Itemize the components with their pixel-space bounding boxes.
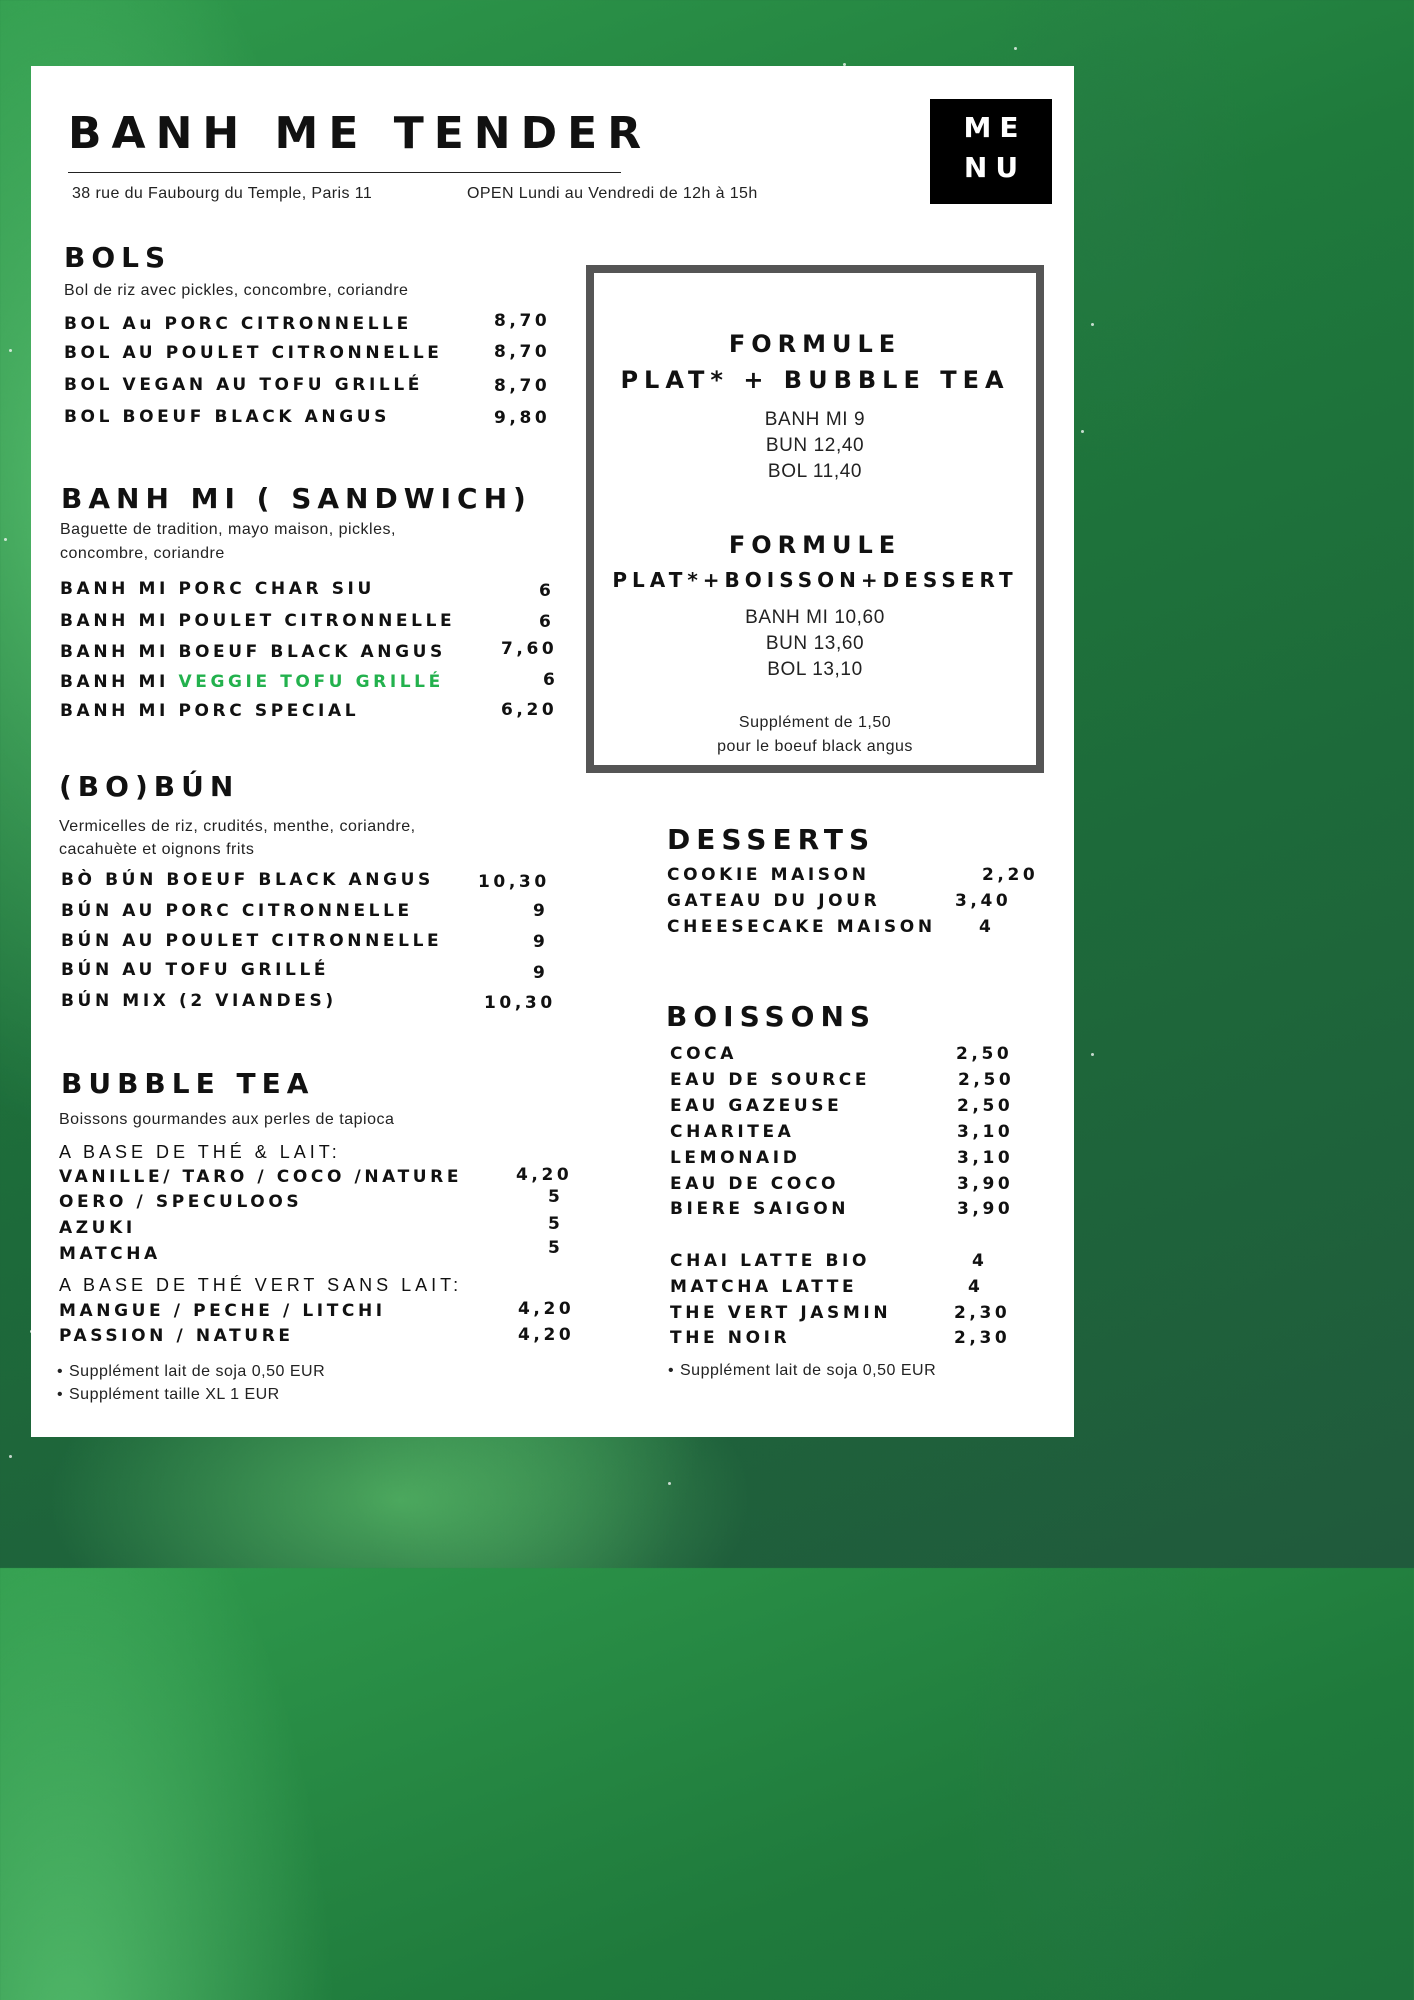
- menu-item-price: 6: [539, 581, 555, 601]
- menu-item-price: 5: [548, 1187, 564, 1207]
- menu-item-name: BANH MI POULET CITRONNELLE: [60, 611, 456, 631]
- menu-badge: [930, 99, 1052, 204]
- menu-item-name: BOL AU POULET CITRONNELLE: [64, 343, 443, 363]
- menu-item-price: 9: [533, 932, 549, 952]
- section-description-bobun: Vermicelles de riz, crudités, menthe, coriandre,: [59, 818, 416, 835]
- section-description-bobun: cacahuète et oignons frits: [59, 841, 255, 858]
- menu-item-price: 5: [548, 1238, 564, 1258]
- formule-note: pour le boeuf black angus: [717, 738, 913, 755]
- formule-line: BUN 12,40: [765, 435, 865, 456]
- section-title-bobun: (BO)BÚN: [59, 770, 240, 803]
- sparkle: [4, 538, 7, 541]
- menu-item-price: 10,30: [484, 993, 556, 1013]
- menu-item-name: PASSION / NATURE: [59, 1326, 294, 1346]
- menu-item-name: BOL VEGAN AU TOFU GRILLÉ: [64, 375, 423, 395]
- menu-item-price: 4: [968, 1277, 984, 1297]
- menu-item-name: CHARITEA: [670, 1122, 795, 1142]
- menu-item-price: 2,30: [954, 1328, 1011, 1348]
- menu-item-name: BOL Au PORC CITRONNELLE: [64, 314, 412, 334]
- menu-item-name-highlight: VEGGIE TOFU GRILLÉ: [178, 672, 444, 692]
- section-description-bols: Bol de riz avec pickles, concombre, coriandre: [64, 282, 409, 299]
- menu-item-name: MANGUE / PECHE / LITCHI: [59, 1301, 386, 1321]
- formule-line: BUN 13,60: [765, 633, 865, 654]
- sparkle: [9, 1455, 12, 1458]
- menu-item-price: 2,50: [958, 1070, 1015, 1090]
- menu-item-name: THE NOIR: [670, 1328, 791, 1348]
- menu-item-name: BANH MI PORC CHAR SIU: [60, 579, 375, 599]
- menu-item-price: 9,80: [494, 408, 551, 428]
- menu-item-name: BÚN AU PORC CITRONNELLE: [61, 901, 413, 921]
- menu-item-price: 6,20: [501, 700, 558, 720]
- menu-item-name: OERO / SPECULOOS: [59, 1192, 303, 1212]
- menu-item-name: BOL BOEUF BLACK ANGUS: [64, 407, 391, 427]
- menu-item-price: 2,20: [982, 865, 1039, 885]
- supplement-note: • Supplément taille XL 1 EUR: [71, 1386, 280, 1404]
- menu-badge-line2: NU: [963, 151, 1027, 184]
- section-description-bubble-tea: Boissons gourmandes aux perles de tapioca: [59, 1111, 395, 1128]
- menu-item-price: 9: [533, 963, 549, 983]
- menu-item-name-prefix: BANH MI: [60, 672, 169, 692]
- section-description-banh-mi: concombre, coriandre: [60, 545, 225, 562]
- menu-item-name: BIERE SAIGON: [670, 1199, 850, 1219]
- subsection-title: A BASE DE THÉ VERT SANS LAIT:: [59, 1275, 463, 1295]
- menu-item-name: GATEAU DU JOUR: [667, 891, 881, 911]
- restaurant-title: BANH ME TENDER: [68, 108, 652, 159]
- menu-page: [31, 66, 1074, 1437]
- section-title-bubble-tea: BUBBLE TEA: [61, 1067, 315, 1100]
- section-description-banh-mi: Baguette de tradition, mayo maison, pickles,: [60, 521, 396, 538]
- menu-item-name: AZUKI: [59, 1218, 136, 1238]
- menu-item-price: 6: [539, 612, 555, 632]
- menu-item-name: EAU DE SOURCE: [670, 1070, 871, 1090]
- formule-line: BOL 11,40: [767, 461, 863, 482]
- menu-item-name: BANH MI PORC SPECIAL: [60, 701, 360, 721]
- menu-item-price: 7,60: [501, 639, 558, 659]
- menu-item-name: BÚN AU TOFU GRILLÉ: [61, 960, 330, 980]
- menu-item-price: 2,50: [956, 1044, 1013, 1064]
- menu-item-price: 2,30: [954, 1303, 1011, 1323]
- sparkle: [1081, 430, 1084, 433]
- menu-item-name: [60, 672, 444, 692]
- menu-item-price: 5: [548, 1214, 564, 1234]
- sparkle: [1014, 47, 1017, 50]
- menu-item-price: 8,70: [494, 311, 551, 331]
- menu-item-name: BANH MI BOEUF BLACK ANGUS: [60, 642, 446, 662]
- section-title-desserts: DESSERTS: [667, 823, 876, 856]
- formule-title: FORMULE: [728, 330, 902, 358]
- menu-item-price: 9: [533, 901, 549, 921]
- sparkle: [1091, 323, 1094, 326]
- formule-subtitle: PLAT* + BUBBLE TEA: [620, 366, 1010, 394]
- menu-item-name: MATCHA: [59, 1244, 161, 1264]
- menu-item-name: EAU DE COCO: [670, 1174, 840, 1194]
- menu-item-price: 4,20: [516, 1165, 573, 1185]
- supplement-note: • Supplément lait de soja 0,50 EUR: [682, 1362, 936, 1380]
- menu-item-name: CHEESECAKE MAISON: [667, 917, 936, 937]
- menu-item-price: 3,10: [957, 1122, 1014, 1142]
- formule-subtitle: PLAT*+BOISSON+DESSERT: [612, 568, 1018, 592]
- menu-item-name: COCA: [670, 1044, 737, 1064]
- sparkle: [1091, 1053, 1094, 1056]
- menu-item-price: 10,30: [478, 872, 550, 892]
- section-title-bols: BOLS: [64, 241, 172, 274]
- menu-item-name: BÚN MIX (2 VIANDES): [61, 991, 337, 1011]
- menu-item-price: 4: [972, 1251, 988, 1271]
- address-text: 38 rue du Faubourg du Temple, Paris 11: [72, 185, 373, 202]
- menu-item-price: 2,50: [957, 1096, 1014, 1116]
- menu-item-price: 4,20: [518, 1299, 575, 1319]
- menu-item-price: 4,20: [518, 1325, 575, 1345]
- menu-item-price: 8,70: [494, 376, 551, 396]
- menu-item-price: 4: [979, 917, 995, 937]
- menu-item-name: EAU GAZEUSE: [670, 1096, 843, 1116]
- formule-line: BOL 13,10: [767, 659, 863, 680]
- formule-title: FORMULE: [728, 531, 902, 559]
- sparkle: [9, 349, 12, 352]
- menu-item-price: 8,70: [494, 342, 551, 362]
- opening-hours-text: OPEN Lundi au Vendredi de 12h à 15h: [467, 185, 758, 202]
- menu-item-price: 6: [543, 670, 559, 690]
- section-title-banh-mi: BANH MI ( SANDWICH): [61, 482, 532, 515]
- formule-note: Supplément de 1,50: [738, 714, 892, 731]
- sparkle: [668, 1482, 671, 1485]
- menu-item-name: VANILLE/ TARO / COCO /NATURE: [59, 1167, 463, 1187]
- menu-item-name: MATCHA LATTE: [670, 1277, 858, 1297]
- menu-item-price: 3,90: [957, 1199, 1014, 1219]
- menu-item-price: 3,10: [957, 1148, 1014, 1168]
- subsection-title: A BASE DE THÉ & LAIT:: [59, 1142, 341, 1162]
- formule-box: [586, 265, 1044, 773]
- menu-item-name: BÒ BÚN BOEUF BLACK ANGUS: [61, 870, 434, 890]
- menu-item-price: 3,40: [955, 891, 1012, 911]
- menu-item-name: CHAI LATTE BIO: [670, 1251, 871, 1271]
- title-underline: [68, 172, 621, 173]
- supplement-note: • Supplément lait de soja 0,50 EUR: [71, 1363, 325, 1381]
- menu-item-name: LEMONAID: [670, 1148, 801, 1168]
- menu-item-name: THE VERT JASMIN: [670, 1303, 892, 1323]
- menu-item-name: BÚN AU POULET CITRONNELLE: [61, 931, 443, 951]
- menu-badge-line1: ME: [963, 111, 1027, 144]
- formule-line: BANH MI 10,60: [745, 607, 885, 628]
- section-title-boissons: BOISSONS: [666, 1000, 877, 1033]
- formule-line: BANH MI 9: [764, 409, 866, 430]
- menu-item-name: COOKIE MAISON: [667, 865, 870, 885]
- menu-item-price: 3,90: [957, 1174, 1014, 1194]
